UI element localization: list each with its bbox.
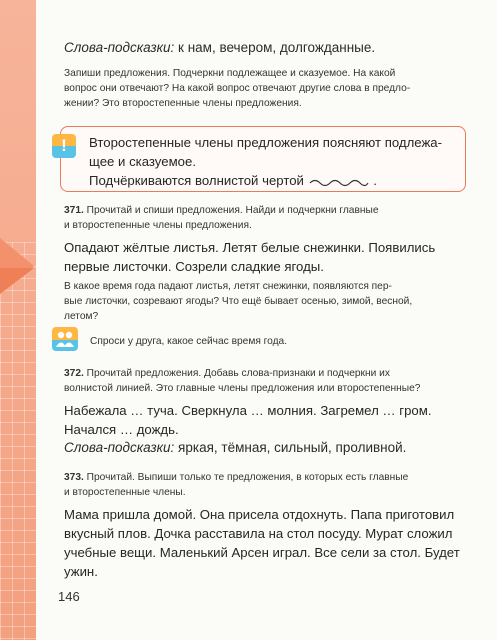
hint-words: яркая, тёмная, сильный, проливной. — [178, 440, 407, 455]
task-intro-line: жении? Это второстепенные члены предложения. — [64, 98, 302, 109]
exclamation-icon: ! — [52, 134, 76, 158]
pair-work-icon — [52, 327, 78, 351]
ex373-task: 373. Прочитай. Выпиши только те предложения, в которых есть главные и второстепенные члены. — [64, 472, 409, 498]
rule-box — [60, 126, 466, 192]
hint-label: Слова-подсказки: — [64, 440, 175, 455]
wavy-line-icon — [308, 177, 370, 187]
exercise-number: 373. — [64, 472, 84, 483]
hint-label: Слова-подсказки: — [64, 40, 175, 55]
ex371-text: Опадают жёлтые листья. Летят белые снежинки. Появились первые листочки. Созрели сладкие ягоды. — [64, 240, 436, 274]
ex371-task: 371. Прочитай и спиши предложения. Найди и подчеркни главные и второстепенные члены предложения. — [64, 205, 379, 231]
rule-line-wavy: Подчёркиваются волнистой чертой . — [89, 173, 377, 188]
exercise-number: 372. — [64, 368, 84, 379]
pair-task: Спроси у друга, какое сейчас время года. — [90, 336, 288, 347]
ex373-text: Мама пришла домой. Она присела отдохнуть. Папа приготовил вкусный плов. Дочка расставила на стол посуду. Мурат сложил учебные вещи. Маленький Арсен играл. Все сели за стол. Будет ужин. — [64, 507, 460, 579]
rule-line: щее и сказуемое. — [89, 154, 196, 169]
rule-text — [89, 133, 459, 190]
margin-arrow-decoration-2 — [0, 268, 34, 294]
ex371-questions: В какое время года падают листья, летят снежинки, появляются пер- вые листочки, созревают ягоды? Что ещё бывает осенью, зимой, весной, летом? — [64, 281, 413, 322]
hint-line-1 — [64, 40, 474, 55]
margin-grid-pattern — [0, 242, 36, 640]
page-number: 146 — [58, 589, 80, 604]
exercise-number: 371. — [64, 205, 84, 216]
ex372-hint — [64, 440, 474, 455]
task-intro — [64, 66, 474, 111]
rule-line: Второстепенные члены предложения поясняют подлежа- — [89, 135, 443, 150]
task-intro-line: вопрос они отвечают? На какой вопрос отвечают другие слова в предло- — [64, 83, 411, 94]
ex372-task: 372. Прочитай предложения. Добавь слова-признаки и подчеркни их волнистой линией. Это главные члены предложения или второстепенные? — [64, 368, 421, 394]
hint-words: к нам, вечером, долгожданные. — [178, 40, 376, 55]
ex372-text: Набежала … туча. Сверкнула … молния. Загремел … гром. Начался … дождь. — [64, 403, 432, 437]
task-intro-line: Запиши предложения. Подчеркни подлежащее и сказуемое. На какой — [64, 68, 396, 79]
